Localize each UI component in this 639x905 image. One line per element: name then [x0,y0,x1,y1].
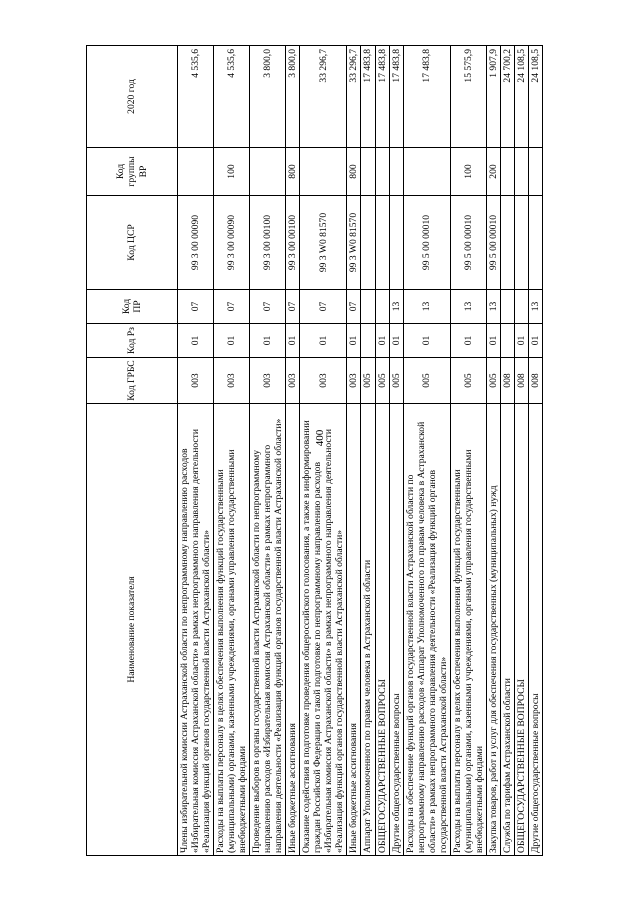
row-csr: 99 3 00 00100 [250,196,286,290]
row-sum: 3 800,0 [250,46,286,148]
row-sum: 17 483,8 [361,46,375,148]
row-csr: 99 3 00 00100 [286,196,300,290]
table-row [389,46,403,856]
row-vr [500,148,514,196]
row-rz: 01 [286,324,300,358]
row-rz: 01 [347,324,361,358]
row-vr: 100 [450,148,486,196]
budget-table [86,45,543,856]
row-name: Иные бюджетные ассигнования [347,404,361,856]
row-vr [250,148,286,196]
row-vr [375,148,389,196]
row-csr: 99 5 00 00010 [403,196,450,290]
row-pr [514,290,528,324]
row-name: Иные бюджетные ассигнования [286,404,300,856]
row-name: ОБЩЕГОСУДАРСТВЕННЫЕ ВОПРОСЫ [375,404,389,856]
row-name: Другие общегосударственные вопросы [389,404,403,856]
row-rz [361,324,375,358]
row-vr: 800 [286,148,300,196]
row-rz: 01 [389,324,403,358]
table-row [514,46,528,856]
row-pr: 13 [486,290,500,324]
table-row [528,46,542,856]
table-row [250,46,286,856]
row-rz: 01 [250,324,286,358]
row-rz [500,324,514,358]
row-csr [361,196,375,290]
row-csr: 99 3 00 00090 [214,196,250,290]
table-row [214,46,250,856]
row-csr: 99 3 W0 81570 [347,196,361,290]
row-grbs: 005 [450,358,486,404]
row-pr [500,290,514,324]
row-vr [389,148,403,196]
header-grbs: Код ГРБС [87,358,178,404]
row-vr [528,148,542,196]
row-name: Расходы на обеспечение функций органов государственной власти Астраханской области по непрограммному направлению расходов «Аппарат Уполномоченного по правам человека в Астраханской области» в рамках непрограммного направления деятельности «Реализация функций органов государственной власти Астраханской области» [403,404,450,856]
row-grbs: 003 [286,358,300,404]
row-pr [361,290,375,324]
row-sum: 4 535,6 [178,46,214,148]
table-row [450,46,486,856]
row-name: Оказание содействия в подготовке проведения общероссийского голосования, а также в информировании граждан Российской Федерации о такой подготовке по непрограммному направлению расходов «Избирательная комиссия Астраханской области» в рамках непрограммного направления деятельности «Реализация функций органов государственной власти Астраханской области» [300,404,347,856]
table-row [178,46,214,856]
row-sum: 3 800,0 [286,46,300,148]
row-csr [375,196,389,290]
row-name: Расходы на выплаты персоналу в целях обеспечения выполнения функций государственными (муниципальными) органами, казенными учреждениями, органами управления государственными внебюджетными фондами [214,404,250,856]
row-pr: 07 [347,290,361,324]
row-pr: 07 [286,290,300,324]
row-grbs: 008 [528,358,542,404]
row-vr [300,148,347,196]
row-sum: 4 535,6 [214,46,250,148]
row-csr: 99 5 00 00010 [450,196,486,290]
table-row [500,46,514,856]
row-pr: 13 [389,290,403,324]
row-rz: 01 [300,324,347,358]
row-name: Члены избирательной комиссии Астраханской области по непрограммному направлению расходов «Избирательная комиссия Астраханской области» в рамках непрограммного направления деятельности «Реализация функций органов государственной власти Астраханской области» [178,404,214,856]
row-csr: 99 5 00 00010 [486,196,500,290]
row-rz: 01 [450,324,486,358]
row-grbs: 005 [389,358,403,404]
table-row [403,46,450,856]
row-grbs: 008 [500,358,514,404]
table-row [300,46,347,856]
row-vr [403,148,450,196]
table-row [375,46,389,856]
row-csr [528,196,542,290]
row-grbs: 005 [403,358,450,404]
row-sum: 33 296,7 [300,46,347,148]
header-vr: Код группы ВР [87,148,178,196]
row-name: Другие общегосударственные вопросы [528,404,542,856]
row-vr: 100 [214,148,250,196]
row-rz: 01 [528,324,542,358]
header-name: Наименование показателя [87,404,178,856]
row-grbs: 003 [250,358,286,404]
table-body [178,46,543,856]
header-rz: Код Рз [87,324,178,358]
row-grbs: 003 [178,358,214,404]
table-row [361,46,375,856]
header-year: 2020 год [87,46,178,148]
row-name: Служба по тарифам Астраханской области [500,404,514,856]
row-grbs: 005 [375,358,389,404]
page-number: 400 [314,429,326,447]
row-csr [514,196,528,290]
header-pr: Код ПР [87,290,178,324]
row-grbs: 003 [214,358,250,404]
row-sum: 17 483,8 [375,46,389,148]
row-sum: 24 108,5 [528,46,542,148]
row-vr [178,148,214,196]
row-pr: 07 [214,290,250,324]
row-vr: 800 [347,148,361,196]
row-pr: 07 [178,290,214,324]
row-vr [514,148,528,196]
row-name: Расходы на выплаты персоналу в целях обеспечения выполнения функций государственными (муниципальными) органами, казенными учреждениями, органами управления государственными внебюджетными фондами [450,404,486,856]
row-name: Закупка товаров, работ и услуг для обеспечения государственных (муниципальных) нужд [486,404,500,856]
table-row [286,46,300,856]
row-sum: 24 700,2 [500,46,514,148]
row-grbs: 005 [361,358,375,404]
row-rz: 01 [375,324,389,358]
row-csr: 99 3 W0 81570 [300,196,347,290]
row-grbs: 008 [514,358,528,404]
row-rz: 01 [514,324,528,358]
row-grbs: 005 [486,358,500,404]
row-pr: 13 [450,290,486,324]
row-grbs: 003 [347,358,361,404]
row-rz: 01 [486,324,500,358]
row-name: Аппарат Уполномоченного по правам человека в Астраханской области [361,404,375,856]
row-grbs: 003 [300,358,347,404]
row-pr [375,290,389,324]
row-sum: 17 483,8 [403,46,450,148]
row-pr: 07 [300,290,347,324]
row-sum: 33 296,7 [347,46,361,148]
row-name: ОБЩЕГОСУДАРСТВЕННЫЕ ВОПРОСЫ [514,404,528,856]
row-csr [389,196,403,290]
row-rz: 01 [403,324,450,358]
row-sum: 24 108,5 [514,46,528,148]
row-pr: 07 [250,290,286,324]
table-header-row [87,46,178,856]
row-sum: 17 483,8 [389,46,403,148]
row-csr [500,196,514,290]
row-rz: 01 [214,324,250,358]
table-row [347,46,361,856]
row-sum: 15 575,9 [450,46,486,148]
row-csr: 99 3 00 00090 [178,196,214,290]
header-csr: Код ЦСР [87,196,178,290]
row-sum: 1 907,9 [486,46,500,148]
budget-table-rotated [86,46,566,856]
row-name: Проведение выборов в органы государственной власти Астраханской области по непрограммному направлению расходов «Избирательная комиссия Астраханской области» в рамках непрограммного направления деятельности «Реализация функций органов государственной власти Астраханской области» [250,404,286,856]
row-pr: 13 [403,290,450,324]
row-rz: 01 [178,324,214,358]
row-pr: 13 [528,290,542,324]
table-row [486,46,500,856]
row-vr: 200 [486,148,500,196]
row-vr [361,148,375,196]
